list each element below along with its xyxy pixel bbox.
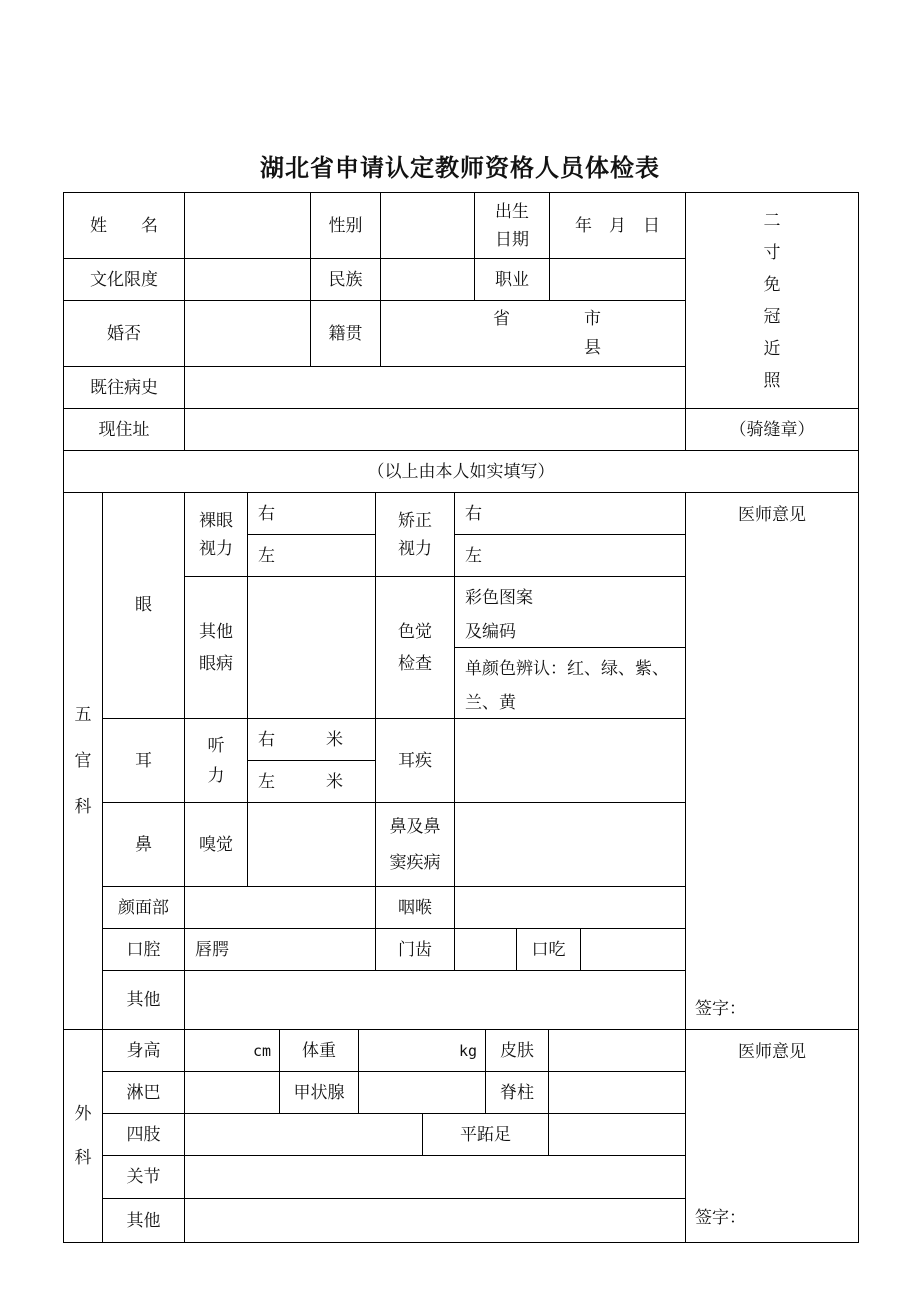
marital-field[interactable] (185, 301, 311, 367)
face-field[interactable] (185, 887, 376, 929)
surgery-section-label: 外 科 (64, 1030, 103, 1242)
name-field[interactable] (185, 193, 311, 259)
thyroid-field[interactable] (359, 1072, 486, 1114)
ent-other-field[interactable] (185, 971, 686, 1030)
native-field[interactable] (381, 301, 686, 367)
ent-doctor-box[interactable] (686, 493, 858, 1030)
incisor-field[interactable] (455, 929, 517, 971)
joints-field[interactable] (185, 1156, 686, 1199)
stutter-field[interactable] (581, 929, 686, 971)
photo-label: 二 寸 免 冠 近 照 (763, 210, 781, 391)
spine-field[interactable] (549, 1072, 686, 1114)
surgery-other-field[interactable] (185, 1199, 686, 1242)
form-title: 湖北省申请认定教师资格人员体检表 (260, 154, 660, 182)
naked-vision-right[interactable]: 右 (248, 493, 376, 535)
other-eye-label: 其他 眼病 (185, 577, 248, 719)
address-field[interactable] (185, 409, 686, 451)
height-label: 身高 (103, 1030, 185, 1072)
mono-color-field[interactable]: 单颜色辨认：红、绿、紫、 兰、黄 (455, 648, 686, 719)
hearing-right[interactable]: 右 米 (248, 719, 376, 761)
limbs-label: 四肢 (103, 1114, 185, 1156)
health-check-form (63, 192, 859, 1243)
limbs-field[interactable] (185, 1114, 423, 1156)
sinus-label: 鼻及鼻 窦疾病 (376, 803, 455, 887)
county-text: 县 (584, 338, 601, 358)
photo-box[interactable] (686, 193, 858, 409)
throat-field[interactable] (455, 887, 686, 929)
nose-label: 鼻 (103, 803, 185, 887)
history-label: 既往病史 (64, 367, 185, 409)
weight-label: 体重 (280, 1030, 359, 1072)
birth-label: 出生 日期 (475, 193, 550, 259)
history-field[interactable] (185, 367, 686, 409)
naked-vision-label: 裸眼 视力 (185, 493, 248, 577)
corrected-vision-label: 矫正 视力 (376, 493, 455, 577)
surgery-signature: 签字： (695, 1208, 746, 1228)
address-label: 现住址 (64, 409, 185, 451)
incisor-label: 门齿 (376, 929, 455, 971)
name-label: 姓 名 (64, 193, 185, 259)
joints-label: 关节 (103, 1156, 185, 1199)
education-label: 文化限度 (64, 259, 185, 301)
weight-field[interactable]: kg (359, 1030, 486, 1072)
smell-label: 嗅觉 (185, 803, 248, 887)
skin-label: 皮肤 (486, 1030, 549, 1072)
height-field[interactable]: cm (185, 1030, 280, 1072)
surgery-other-label: 其他 (103, 1199, 185, 1242)
province-text: 省 (493, 309, 510, 329)
eye-label: 眼 (103, 493, 185, 719)
ethnicity-label: 民族 (311, 259, 381, 301)
smell-field[interactable] (248, 803, 376, 887)
face-label: 颜面部 (103, 887, 185, 929)
native-label: 籍贯 (311, 301, 381, 367)
skin-field[interactable] (549, 1030, 686, 1072)
ethnicity-field[interactable] (381, 259, 475, 301)
spine-label: 脊柱 (486, 1072, 549, 1114)
occupation-field[interactable] (550, 259, 686, 301)
sinus-field[interactable] (455, 803, 686, 887)
flatfoot-field[interactable] (549, 1114, 686, 1156)
thyroid-label: 甲状腺 (280, 1072, 359, 1114)
color-vision-label: 色觉 检查 (376, 577, 455, 719)
lip-field[interactable]: 唇腭 (185, 929, 376, 971)
corrected-vision-left[interactable]: 左 (455, 535, 686, 577)
self-fill-note: （以上由本人如实填写） (64, 451, 858, 493)
ear-disease-field[interactable] (455, 719, 686, 803)
lymph-field[interactable] (185, 1072, 280, 1114)
ent-signature: 签字： (695, 999, 746, 1019)
gender-label: 性别 (311, 193, 381, 259)
occupation-label: 职业 (475, 259, 550, 301)
city-text: 市 (584, 309, 601, 329)
surgery-doctor-opinion: 医师意见 (738, 1042, 806, 1062)
other-eye-field[interactable] (248, 577, 376, 719)
seal-label: （骑缝章） (686, 409, 858, 451)
ent-doctor-opinion: 医师意见 (738, 505, 806, 525)
naked-vision-left[interactable]: 左 (248, 535, 376, 577)
ent-section-label: 五 官 科 (64, 493, 103, 1030)
birth-field[interactable]: 年 月 日 (550, 193, 686, 259)
surgery-doctor-box[interactable] (686, 1030, 858, 1242)
marital-label: 婚否 (64, 301, 185, 367)
flatfoot-label: 平跖足 (423, 1114, 549, 1156)
gender-field[interactable] (381, 193, 475, 259)
mouth-label: 口腔 (103, 929, 185, 971)
ear-disease-label: 耳疾 (376, 719, 455, 803)
lymph-label: 淋巴 (103, 1072, 185, 1114)
stutter-label: 口吃 (517, 929, 581, 971)
ent-other-label: 其他 (103, 971, 185, 1030)
ear-label: 耳 (103, 719, 185, 803)
hearing-left[interactable]: 左 米 (248, 761, 376, 803)
education-field[interactable] (185, 259, 311, 301)
hearing-label: 听 力 (185, 719, 248, 803)
throat-label: 咽喉 (376, 887, 455, 929)
color-pattern-field[interactable]: 彩色图案 及编码 (455, 577, 686, 648)
corrected-vision-right[interactable]: 右 (455, 493, 686, 535)
